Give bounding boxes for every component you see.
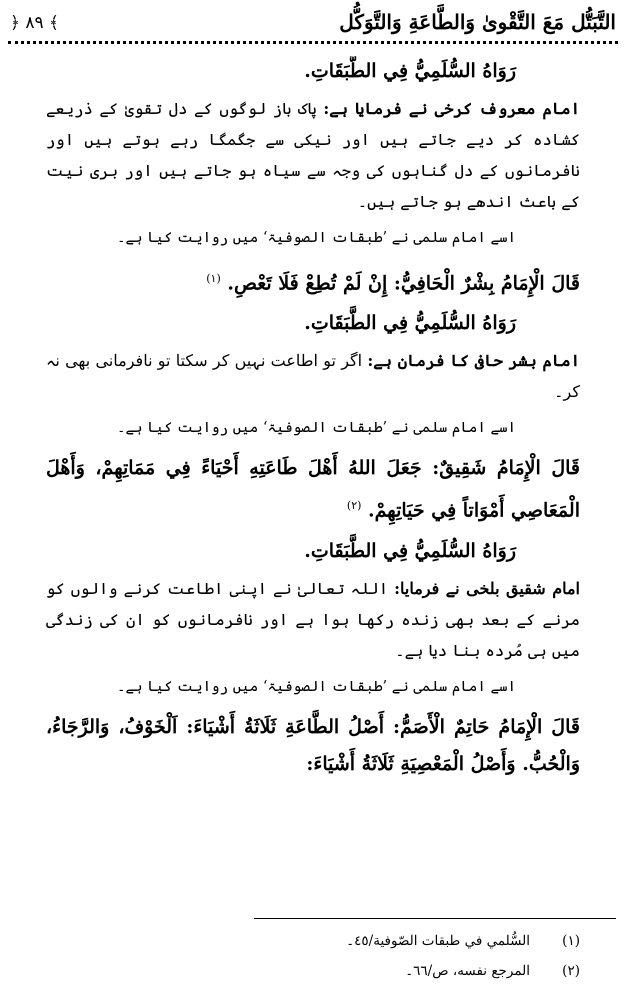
footnote-text: السُّلمي في طبقات الصّوفية/٤٥۔ <box>346 933 530 949</box>
footnote-marker[interactable]: (١) <box>206 272 221 285</box>
running-title: التَّبَتُّل مَعَ التَّقْوىٰ وَالطَّاعَةِ وَالتَّوَكُّل <box>339 10 616 34</box>
translation-text: اگر تو اطاعت نہیں کر سکتا تو نافرمانی بھی نہ کر۔ <box>46 351 580 402</box>
footnote-item <box>120 926 580 956</box>
footnote-number: (٢) <box>562 963 580 979</box>
source-reference <box>46 536 580 566</box>
note-text: اسے امام سلمی نے ’طبقات الصوفیۃ‘ میں روایت کیا ہے۔ <box>116 678 516 695</box>
urdu-translation <box>46 345 580 407</box>
quote-text: قَالَ الْإِمَامُ حَاتِمٌ الْأَصَمُّ: أَصْلُ الطَّاعَةِ ثَلَاثَةُ أَشْيَاءَ: اَلْخَوْفُ، وَالرَّجَاءُ، وَالْحُبُّ. وَأَصْلُ الْمَعْصِيَةِ ثَلَاثَةُ أَشْيَاءَ: <box>46 715 580 775</box>
translation-text: اللہ تعالیٰ نے اپنی اطاعت کرنے والوں کو مرنے کے بعد بھی زندہ رکھا ہوا ہے اور نافرمانوں کو ان کی زندگی میں ہی مُردہ بنا دیا ہے۔ <box>46 578 580 660</box>
source-reference <box>46 56 580 86</box>
footnote-number: (١) <box>562 933 580 949</box>
reference-text: رَوَاهُ السُّلَمِيُّ فِي الطَّبَقَاتِ. <box>304 312 516 335</box>
footnotes <box>120 926 580 986</box>
footnote-item <box>120 956 580 986</box>
footnote-text: المرجع نفسه، ص/٦٦۔ <box>405 963 530 979</box>
header-divider <box>8 41 618 44</box>
source-note <box>46 673 580 701</box>
source-reference <box>46 308 580 338</box>
reference-text: رَوَاهُ السُّلَمِيُّ فِي الطَّبَقَاتِ. <box>304 60 516 82</box>
reference-text: رَوَاهُ السُّلَمِيُّ فِي الطَّبَقَاتِ. <box>304 539 516 562</box>
urdu-translation <box>46 573 580 666</box>
running-head <box>10 4 616 40</box>
urdu-translation <box>46 93 580 217</box>
quote-text: قَالَ الْإِمَامُ شَقِيقٌ: جَعَلَ اللهُ أَهْلَ طَاعَتِهِ أَحْيَاءً فِي مَمَاتِهِمْ، وَأَهْلَ الْمَعَاصِي أَمْوَاتاً فِي حَيَاتِهِمْ. <box>46 457 580 522</box>
page-body <box>46 56 580 894</box>
translation-lead: امام معروف کرخی نے فرمایا ہے: <box>323 99 580 118</box>
arabic-quote <box>46 260 580 302</box>
note-text: اسے امام سلمی نے ’طبقات الصوفیۃ‘ میں روایت کیا ہے۔ <box>116 420 516 437</box>
footnote-divider <box>254 918 616 919</box>
footnote-marker[interactable]: (٢) <box>346 499 362 513</box>
translation-text: پاک باز لوگوں کے دل تقویٰ کے ذریعے کشادہ کر دیے جاتے ہیں اور نیکی سے جگمگا رہے ہوتے ہیں اور نافرمانوں کے دل گناہوں کی وجہ سے سیاہ ہو جاتے ہیں اور بری نیت کے باعث اندھے ہو جاتے ہیں۔ <box>46 99 580 211</box>
page-number: ﴾ ٨٩ ﴿ <box>10 12 60 33</box>
source-note <box>46 414 580 442</box>
quote-text: قَالَ الْإِمَامُ بِشْرٌ الْحَافِيُّ: إِنْ لَمْ تُطِعْ فَلَا تَعْصِ. <box>227 272 580 295</box>
arabic-quote <box>46 709 580 783</box>
translation-lead: امام بشر حافی کا فرمان ہے: <box>367 351 580 371</box>
translation-lead: امام شقیق بلخی نے فرمایا: <box>394 578 580 598</box>
arabic-quote <box>46 450 580 529</box>
note-text: اسے امام سلمی نے ’طبقات الصوفیۃ‘ میں روایت کیا ہے۔ <box>116 230 516 246</box>
source-note <box>46 224 580 252</box>
